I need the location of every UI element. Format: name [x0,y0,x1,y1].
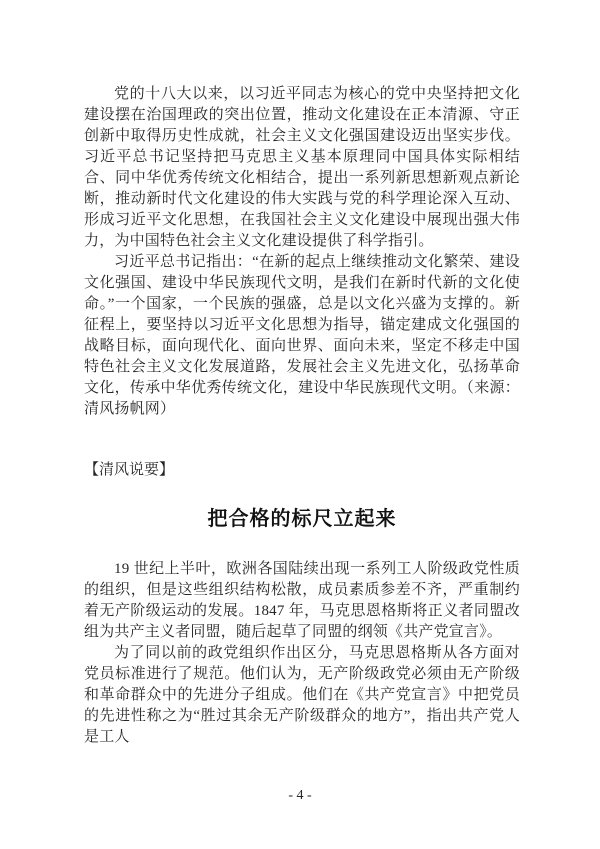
lead-article-paragraph-1: 党的十八大以来，以习近平同志为核心的党中央坚持把文化建设摆在治国理政的突出位置，推动文化建设在正本清源、守正创新中取得历史性成就，社会主义文化强国建设迈出坚实步伐。习近平总书记坚持把马克思主义基本原理同中国具体实际相结合、同中华优秀传统文化相结合，提出一系列新思想新观点新论断，推动新时代文化建设的伟大实践与党的科学理论深入互动、形成习近平文化思想，在我国社会主义文化建设中展现出强大伟力，为中国特色社会主义文化建设提供了科学指引。 [84,86,520,249]
page-number: - 4 - [288,788,312,803]
featured-article-paragraph-2: 为了同以前的政党组织作出区分，马克思恩格斯从各方面对党员标准进行了规范。他们认为，无产阶级政党必须由无产阶级和革命群众中的先进分子组成。他们在《共产党宣言》中把党员的先进性称之为“胜过其余无产阶级群众的地方”，指出共产党人是工人 [84,645,520,745]
featured-article-paragraph-1: 19 世纪上半叶，欧洲各国陆续出现一系列工人阶级政党性质的组织，但是这些组织结构松散，成员素质参差不齐，严重制约着无产阶级运动的发展。1847 年，马克思恩格斯将正义者同盟改组为共产主义者同盟，随后起草了同盟的纲领《共产党宣言》。 [84,561,520,640]
article-title: 把合格的标尺立起来 [207,508,397,530]
section-label: 【清风说要】 [84,462,175,478]
lead-article-paragraph-2: 习近平总书记指出：“在新的起点上继续推动文化繁荣、建设文化强国、建设中华民族现代文明，是我们在新时代新的文化使命。”一个国家，一个民族的强盛，总是以文化兴盛为支撑的。新征程上，要坚持以习近平文化思想为指导，锚定建成文化强国的战略目标，面向现代化、面向世界、面向未来，坚定不移走中国特色社会主义文化发展道路，发展社会主义先进文化，弘扬革命文化，传承中华优秀传统文化，建设中华民族现代文明。（来源：清风扬帆网） [84,254,520,417]
page-content [84,84,520,748]
